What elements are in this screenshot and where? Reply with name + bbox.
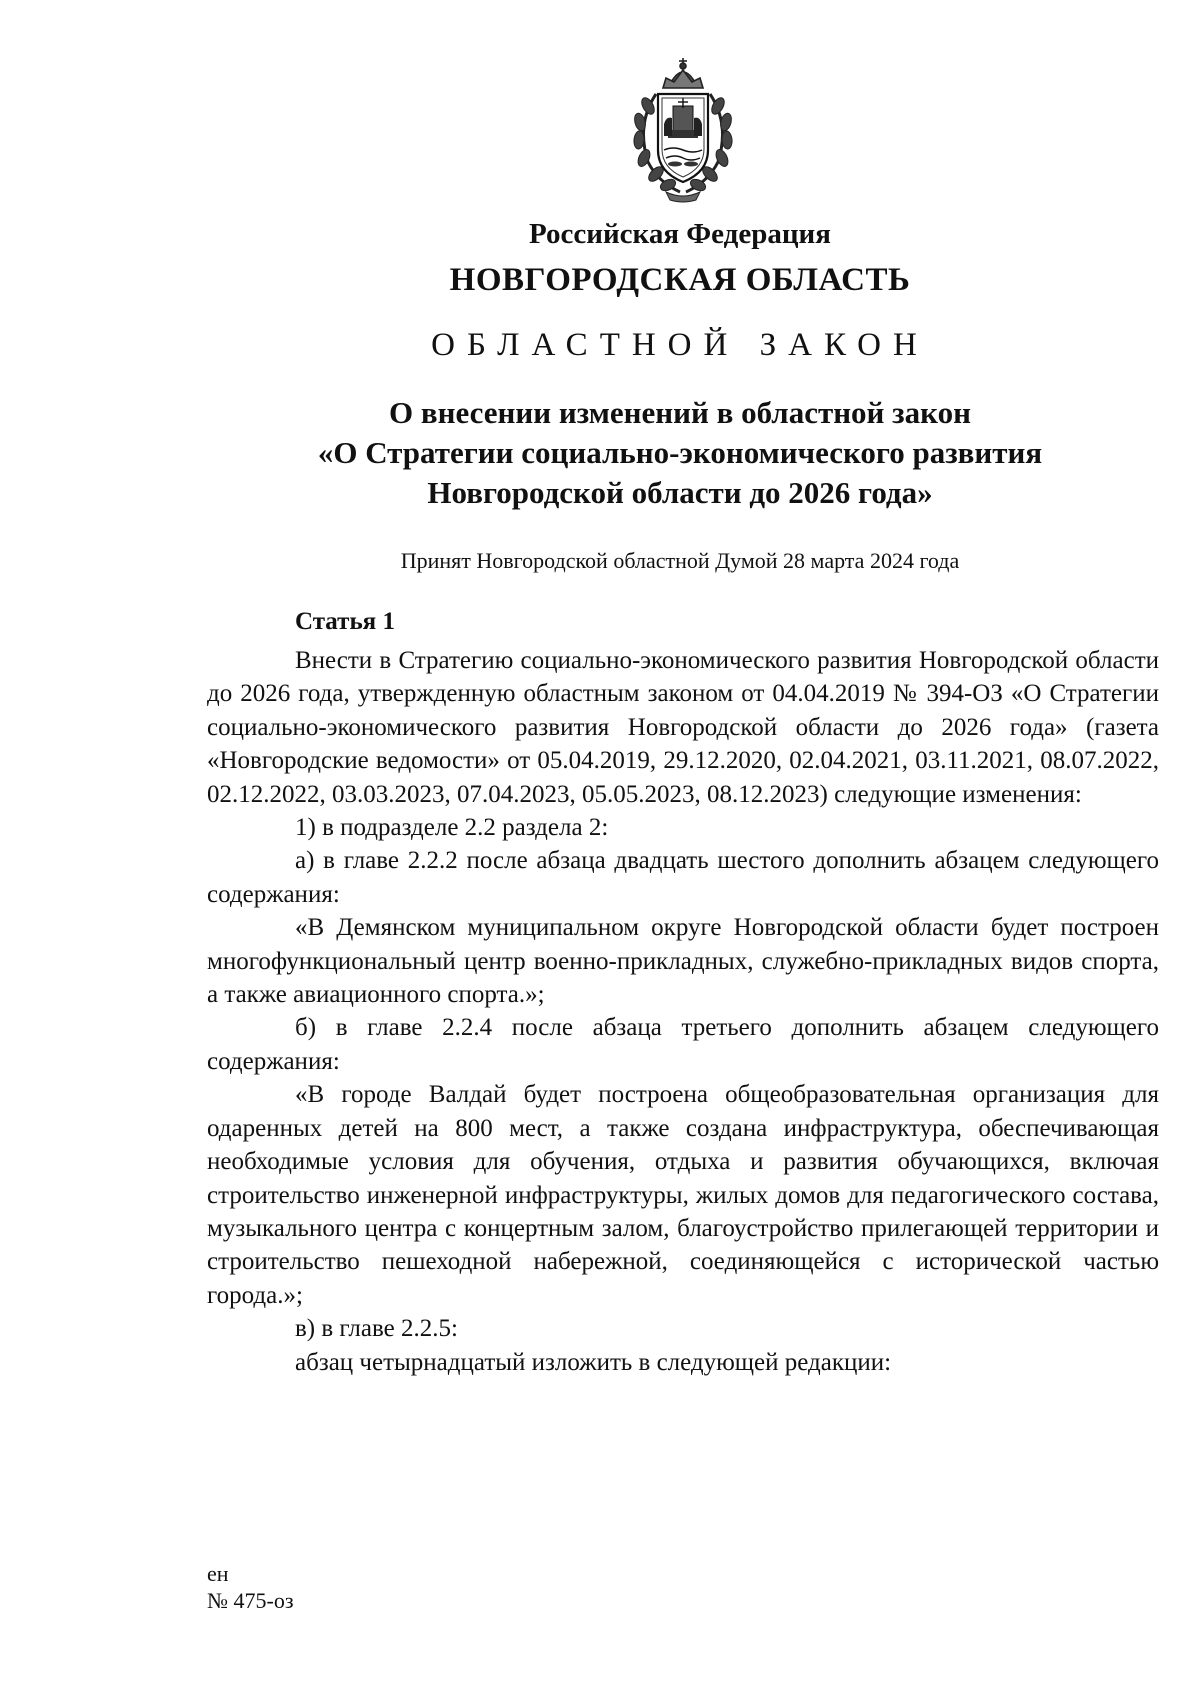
law-type: ОБЛАСТНОЙ ЗАКОН <box>431 327 929 363</box>
law-title-line: О внесении изменений в областной закон <box>389 395 971 430</box>
region-name: НОВГОРОДСКАЯ ОБЛАСТЬ <box>449 262 911 298</box>
article-paragraph: а) в главе 2.2.2 после абзаца двадцать шестого дополнить абзацем следующего содержания: <box>207 847 1159 908</box>
law-title <box>0 393 1200 513</box>
footer-initials: ен <box>207 1561 229 1586</box>
footer-note <box>207 1560 294 1614</box>
federation-name: Российская Федерация <box>529 218 831 250</box>
coat-of-arms-icon <box>618 54 748 204</box>
article-paragraph: б) в главе 2.2.4 после абзаца третьего дополнить абзацем следующего содержания: <box>207 1014 1159 1075</box>
adoption-note: Принят Новгородской областной Думой 28 марта 2024 года <box>400 548 960 573</box>
article-paragraph: 1) в подразделе 2.2 раздела 2: <box>295 814 609 842</box>
law-number: № 475-оз <box>207 1588 294 1613</box>
article-paragraph: «В Демянском муниципальном округе Новгородской области будет построен многофункциональный центр военно-прикладных, служебно-прикладных видов спорта, а также авиационного спорта.»; <box>207 914 1159 1009</box>
article-paragraph: в) в главе 2.2.5: <box>295 1315 458 1343</box>
article-heading: Статья 1 <box>295 608 395 635</box>
article-paragraph: «В городе Валдай будет построена общеобразовательная организация для одаренных детей на 800 мест, а также создана инфраструктура, обеспечивающая необходимые условия для обучения, отдыха и развития обучающихся, включая строительство инженерной инфраструктуры, жилых домов для педагогического состава, музыкального центра с концертным залом, благоустройство прилегающей территории и строительство пешеходной набережной, соединяющейся с исторической частью города.»; <box>207 1081 1159 1309</box>
law-title-line: «О Стратегии социально-экономического развития <box>317 435 1043 470</box>
article-body <box>207 644 1159 1379</box>
law-title-line: Новгородской области до 2026 года» <box>427 475 933 510</box>
article-paragraph: абзац четырнадцатый изложить в следующей редакции: <box>295 1348 892 1376</box>
article-paragraph: Внести в Стратегию социально-экономического развития Новгородской области до 2026 года, утвержденную областным законом от 04.04.2019 № 394-ОЗ «О Стратегии социально-экономического развития Новгородской области до 2026 года» (газета «Новгородские ведомости» от 05.04.2019, 29.12.2020, 02.04.2021, 03.11.2021, 08.07.2022, 02.12.2022, 03.03.2023, 07.04.2023, 05.05.2023, 08.12.2023) следующие изменения: <box>207 647 1159 808</box>
